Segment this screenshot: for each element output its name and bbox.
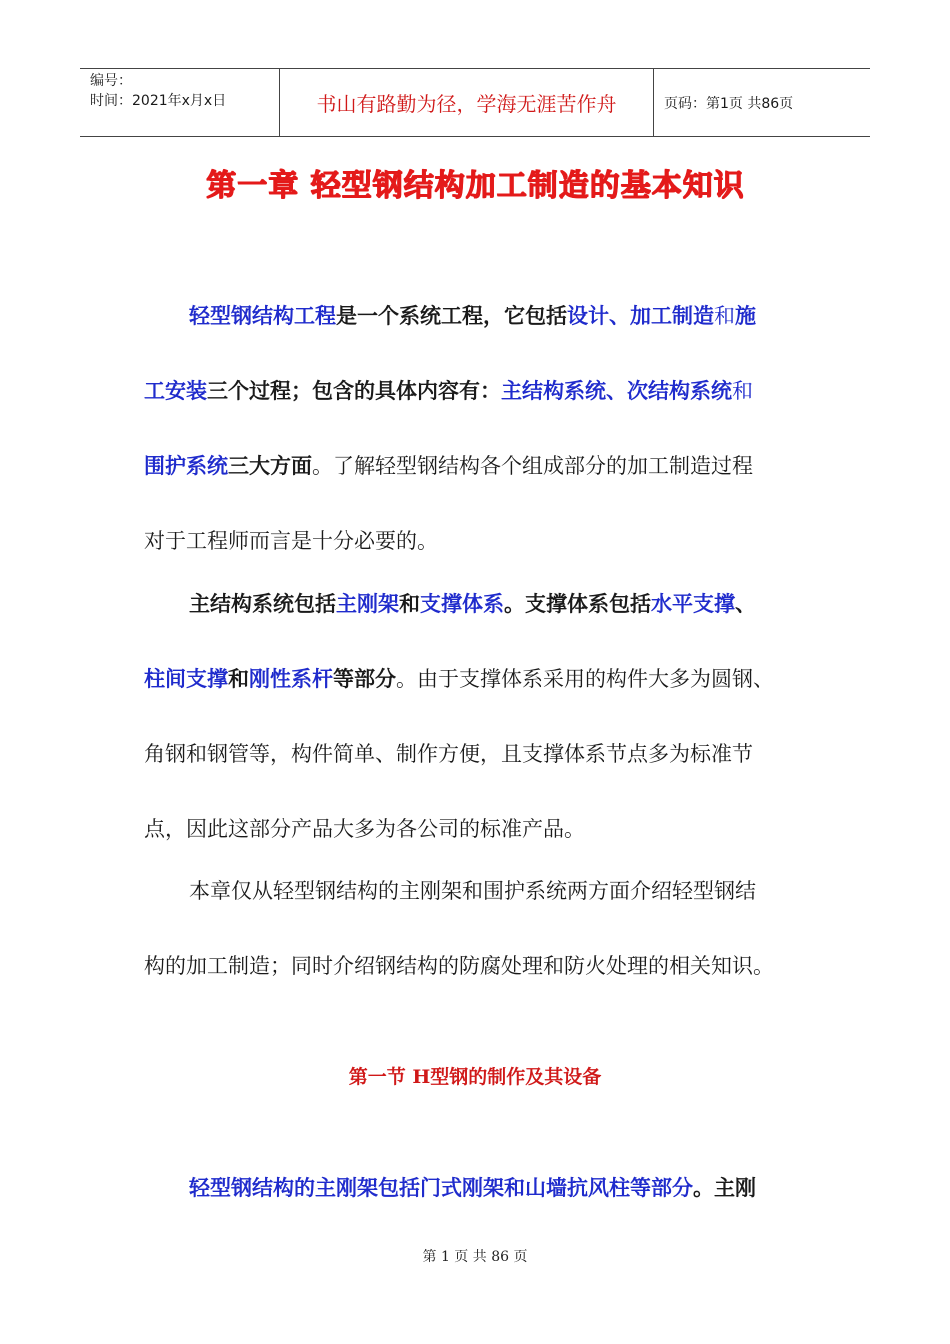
- text: 构的加工制造；同时介绍钢结构的防腐处理和防火处理的相关知识。: [144, 954, 774, 978]
- text: 是一个系统工程，它包括: [336, 303, 567, 328]
- p2-line-2: [144, 663, 774, 693]
- term-horizontal-bracing: 水平支撑: [651, 591, 735, 616]
- p1-line-1: [189, 300, 756, 330]
- term-column-bracing: 柱间支撑: [144, 666, 228, 691]
- header-motto: 书山有路勤为径，学海无涯苦作舟: [280, 69, 654, 136]
- text: 。由于支撑体系采用的构件大多为圆钢、: [396, 667, 774, 691]
- p1-line-3: [144, 450, 753, 480]
- text: 和: [399, 591, 420, 616]
- text: 点，因此这部分产品大多为各公司的标准产品。: [144, 817, 585, 841]
- text: 和: [228, 666, 249, 691]
- term-construction: 施: [735, 303, 756, 328]
- chapter-title: 第一章 轻型钢结构加工制造的基本知识: [205, 168, 745, 203]
- p4-line-1: [189, 1172, 756, 1202]
- header-page-info: 页码：第1页 共86页: [664, 95, 794, 112]
- text: 和: [714, 304, 735, 328]
- text: 主结构系统包括: [189, 591, 336, 616]
- term-envelope-system: 围护系统: [144, 453, 228, 478]
- header-meta: [80, 69, 280, 136]
- term-design: 设计: [567, 303, 609, 328]
- term-main-frame: 主刚架: [336, 591, 399, 616]
- text: 角钢和钢管等，构件简单、制作方便，且支撑体系节点多为标准节: [144, 742, 753, 766]
- number-label: 编号：: [90, 73, 132, 89]
- term-bracing-system: 支撑体系: [420, 591, 504, 616]
- text: 。支撑体系包括: [504, 591, 651, 616]
- term-main-structure: 主结构系统: [501, 378, 606, 403]
- text: 、: [606, 378, 627, 403]
- text: 和: [732, 379, 753, 403]
- term-secondary-structure: 次结构系统: [627, 378, 732, 403]
- p2-line-1: [189, 588, 756, 618]
- text: 等部分: [333, 666, 396, 691]
- p3-line-1: [189, 875, 756, 905]
- section-title: 第一节 H型钢的制作及其设备: [348, 1066, 602, 1088]
- text: 。了解轻型钢结构各个组成部分的加工制造过程: [312, 454, 753, 478]
- p2-line-4: [144, 813, 585, 843]
- text: 。主刚: [693, 1175, 756, 1200]
- p1-line-2: [144, 375, 753, 405]
- time-label: 时间：2021年x月x日: [90, 93, 227, 109]
- page-footer: 第 1 页 共 86 页: [422, 1249, 528, 1265]
- text: 对于工程师而言是十分必要的。: [144, 529, 438, 553]
- text: 轻型钢结构的主刚架包括门式刚架和山墙抗风柱等部分: [189, 1175, 693, 1200]
- page-header: [80, 68, 870, 137]
- term-light-steel-project: 轻型钢结构工程: [189, 303, 336, 328]
- p2-line-3: [144, 738, 753, 768]
- text: 三个过程；包含的具体内容有：: [207, 378, 501, 403]
- text: 本章仅从轻型钢结构的主刚架和围护系统两方面介绍轻型钢结: [189, 879, 756, 903]
- text: 三大方面: [228, 453, 312, 478]
- p3-line-2: [144, 950, 774, 980]
- term-fabrication: 加工制造: [630, 303, 714, 328]
- text: 、: [735, 591, 756, 616]
- p1-line-4: [144, 525, 438, 555]
- text: 、: [609, 303, 630, 328]
- term-rigid-tie: 刚性系杆: [249, 666, 333, 691]
- term-installation: 工安装: [144, 378, 207, 403]
